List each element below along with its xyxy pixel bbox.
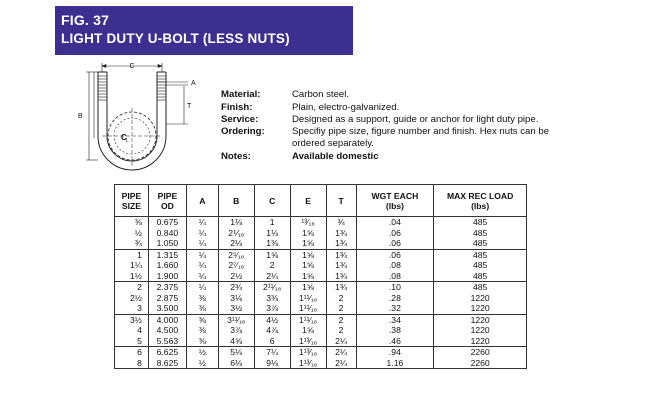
cell-pipe-size: 3½ bbox=[115, 314, 149, 325]
cell-c: 3⅜ bbox=[254, 293, 290, 304]
spec-value: Specifiy pipe size, figure number and finish. Hex nuts can be bbox=[292, 126, 550, 137]
cell-pipe-od: 1.050 bbox=[148, 238, 186, 249]
cell-b: 2⅟₁₆ bbox=[218, 228, 254, 239]
cell-e: 1⅝ bbox=[290, 271, 326, 282]
cell-pipe-size: 8 bbox=[115, 358, 149, 369]
cell-pipe-od: 2.875 bbox=[148, 293, 186, 304]
table-row bbox=[115, 260, 527, 271]
spec-ordering bbox=[221, 126, 601, 152]
cell-b: 3½ bbox=[218, 303, 254, 314]
cell-t: 2¼ bbox=[326, 336, 356, 347]
dim-a-label: A bbox=[191, 80, 196, 87]
spec-material bbox=[221, 89, 601, 102]
cell-max-rec-load: 485 bbox=[434, 228, 527, 239]
cell-pipe-od: 1.900 bbox=[148, 271, 186, 282]
cell-e: 1¹³⁄₁₆ bbox=[290, 336, 326, 347]
spec-value-cont: ordered separately. bbox=[292, 138, 374, 149]
cell-t: 2 bbox=[326, 314, 356, 325]
cell-t: 2 bbox=[326, 293, 356, 304]
cell-b: 2⅛ bbox=[218, 238, 254, 249]
cell-max-rec-load: 1220 bbox=[434, 293, 527, 304]
cell-t: 1¾ bbox=[326, 249, 356, 260]
dim-t-label: T bbox=[187, 103, 192, 110]
product-title: LIGHT DUTY U-BOLT (LESS NUTS) bbox=[61, 31, 290, 46]
cell-a: ⅜ bbox=[186, 293, 218, 304]
cell-wgt-each: .06 bbox=[356, 249, 434, 260]
cell-c: 1⅜ bbox=[254, 238, 290, 249]
table-body bbox=[115, 217, 527, 369]
cell-a: ⅜ bbox=[186, 325, 218, 336]
cell-wgt-each: 1.16 bbox=[356, 358, 434, 369]
cell-max-rec-load: 485 bbox=[434, 217, 527, 228]
cell-max-rec-load: 2260 bbox=[434, 347, 527, 358]
figure-number: FIG. 37 bbox=[61, 12, 110, 28]
cell-pipe-size: 1 bbox=[115, 249, 149, 260]
cell-b: 4⅝ bbox=[218, 336, 254, 347]
cell-max-rec-load: 1220 bbox=[434, 336, 527, 347]
cell-pipe-od: 5.563 bbox=[148, 336, 186, 347]
cell-wgt-each: .46 bbox=[356, 336, 434, 347]
cell-pipe-size: 6 bbox=[115, 347, 149, 358]
cell-b: 3⅞ bbox=[218, 325, 254, 336]
cell-t: ¾ bbox=[326, 217, 356, 228]
table-row bbox=[115, 282, 527, 293]
cell-max-rec-load: 485 bbox=[434, 249, 527, 260]
cell-pipe-size: 2 bbox=[115, 282, 149, 293]
cell-e: 1⅝ bbox=[290, 282, 326, 293]
u-bolt-drawing bbox=[58, 58, 208, 180]
cell-c: 2¹¹⁄₁₆ bbox=[254, 282, 290, 293]
cell-wgt-each: .06 bbox=[356, 228, 434, 239]
centerline-sub: L bbox=[126, 138, 129, 144]
cell-e: 1¹³⁄₁₆ bbox=[290, 347, 326, 358]
cell-c: 4½ bbox=[254, 314, 290, 325]
figure-banner bbox=[55, 6, 353, 55]
cell-wgt-each: .08 bbox=[356, 271, 434, 282]
header-max-rec-load: MAX REC LOAD (lbs) bbox=[434, 185, 527, 217]
spec-value: Plain, electro-galvanized. bbox=[292, 102, 400, 113]
cell-e: 1⅝ bbox=[290, 228, 326, 239]
cell-b: 2¾ bbox=[218, 282, 254, 293]
cell-c: 3⅞ bbox=[254, 303, 290, 314]
cell-e: 1⅝ bbox=[290, 238, 326, 249]
cell-wgt-each: .32 bbox=[356, 303, 434, 314]
cell-pipe-od: 1.315 bbox=[148, 249, 186, 260]
cell-t: 2¼ bbox=[326, 358, 356, 369]
table-header-row bbox=[115, 185, 527, 217]
cell-pipe-od: 4.000 bbox=[148, 314, 186, 325]
cell-pipe-od: 8.625 bbox=[148, 358, 186, 369]
cell-b: 5⅛ bbox=[218, 347, 254, 358]
cell-t: 1¾ bbox=[326, 282, 356, 293]
cell-wgt-each: .94 bbox=[356, 347, 434, 358]
cell-a: ½ bbox=[186, 347, 218, 358]
cell-e: 1¹¹⁄₁₆ bbox=[290, 303, 326, 314]
cell-max-rec-load: 1220 bbox=[434, 303, 527, 314]
table-row bbox=[115, 217, 527, 228]
header-c: C bbox=[254, 185, 290, 217]
cell-pipe-od: 4.500 bbox=[148, 325, 186, 336]
header-pipe-size: PIPE SIZE bbox=[115, 185, 149, 217]
cell-pipe-size: 2½ bbox=[115, 293, 149, 304]
cell-t: 1¾ bbox=[326, 228, 356, 239]
cell-t: 1¾ bbox=[326, 271, 356, 282]
cell-pipe-size: ⅜ bbox=[115, 217, 149, 228]
cell-pipe-size: 1½ bbox=[115, 271, 149, 282]
dim-b-label: B bbox=[78, 113, 83, 120]
table-row bbox=[115, 358, 527, 369]
cell-pipe-size: 3 bbox=[115, 303, 149, 314]
cell-wgt-each: .08 bbox=[356, 260, 434, 271]
cell-e: 1⅝ bbox=[290, 249, 326, 260]
cell-wgt-each: .38 bbox=[356, 325, 434, 336]
cell-b: 2½ bbox=[218, 271, 254, 282]
cell-c: 6 bbox=[254, 336, 290, 347]
cell-pipe-od: 1.660 bbox=[148, 260, 186, 271]
cell-pipe-od: 0.675 bbox=[148, 217, 186, 228]
spec-notes bbox=[221, 151, 601, 164]
cell-max-rec-load: 485 bbox=[434, 260, 527, 271]
table-row bbox=[115, 249, 527, 260]
cell-c: 1⅛ bbox=[254, 228, 290, 239]
spec-label: Notes: bbox=[221, 151, 251, 162]
cell-wgt-each: .04 bbox=[356, 217, 434, 228]
table-row bbox=[115, 303, 527, 314]
cell-pipe-size: 4 bbox=[115, 325, 149, 336]
cell-pipe-size: 1¼ bbox=[115, 260, 149, 271]
cell-t: 1¾ bbox=[326, 238, 356, 249]
header-pipe-od: PIPE OD bbox=[148, 185, 186, 217]
header-a: A bbox=[186, 185, 218, 217]
cell-pipe-od: 3.500 bbox=[148, 303, 186, 314]
table-row bbox=[115, 325, 527, 336]
cell-c: 7¼ bbox=[254, 347, 290, 358]
header-e: E bbox=[290, 185, 326, 217]
cell-a: ¼ bbox=[186, 238, 218, 249]
cell-max-rec-load: 485 bbox=[434, 271, 527, 282]
cell-pipe-size: 5 bbox=[115, 336, 149, 347]
cell-c: 2 bbox=[254, 260, 290, 271]
table-row bbox=[115, 271, 527, 282]
table-row bbox=[115, 228, 527, 239]
cell-a: ⅜ bbox=[186, 303, 218, 314]
cell-a: ¼ bbox=[186, 228, 218, 239]
cell-a: ¼ bbox=[186, 260, 218, 271]
cell-t: 2 bbox=[326, 303, 356, 314]
cell-b: 1⅛ bbox=[218, 217, 254, 228]
cell-wgt-each: .28 bbox=[356, 293, 434, 304]
cell-pipe-od: 6.625 bbox=[148, 347, 186, 358]
cell-pipe-od: 2.375 bbox=[148, 282, 186, 293]
cell-e: 1⅝ bbox=[290, 260, 326, 271]
cell-pipe-size: ¾ bbox=[115, 238, 149, 249]
cell-c: 9⅛ bbox=[254, 358, 290, 369]
cell-a: ¼ bbox=[186, 271, 218, 282]
cell-a: ¼ bbox=[186, 217, 218, 228]
cell-b: 6⅛ bbox=[218, 358, 254, 369]
header-b: B bbox=[218, 185, 254, 217]
cell-max-rec-load: 485 bbox=[434, 238, 527, 249]
cell-t: 2¼ bbox=[326, 347, 356, 358]
spec-label: Ordering: bbox=[221, 126, 265, 137]
header-t: T bbox=[326, 185, 356, 217]
cell-max-rec-load: 2260 bbox=[434, 358, 527, 369]
cell-pipe-od: 0.840 bbox=[148, 228, 186, 239]
table-row bbox=[115, 314, 527, 325]
spec-label: Finish: bbox=[221, 102, 253, 113]
cell-t: 2 bbox=[326, 325, 356, 336]
cell-a: ⅜ bbox=[186, 314, 218, 325]
cell-e: 1¹¹⁄₁₆ bbox=[290, 314, 326, 325]
cell-pipe-size: ½ bbox=[115, 228, 149, 239]
table-row bbox=[115, 347, 527, 358]
cell-b: 3¹¹⁄₁₆ bbox=[218, 314, 254, 325]
dimensions-table bbox=[114, 184, 527, 369]
dim-c-label: C bbox=[129, 63, 135, 70]
spec-label: Material: bbox=[221, 89, 261, 100]
cell-max-rec-load: 1220 bbox=[434, 325, 527, 336]
cell-e: ¹³⁄₁₆ bbox=[290, 217, 326, 228]
spec-value: Carbon steel. bbox=[292, 89, 350, 100]
spec-value: Designed as a support, guide or anchor for light duty pipe. bbox=[292, 114, 539, 125]
cell-c: 1⅝ bbox=[254, 249, 290, 260]
cell-e: 1⅝ bbox=[290, 325, 326, 336]
spec-label: Service: bbox=[221, 114, 259, 125]
cell-b: 2⁷⁄₁₆ bbox=[218, 260, 254, 271]
cell-max-rec-load: 485 bbox=[434, 282, 527, 293]
cell-max-rec-load: 1220 bbox=[434, 314, 527, 325]
cell-a: ¼ bbox=[186, 282, 218, 293]
cell-a: ⅜ bbox=[186, 336, 218, 347]
cell-c: 2¼ bbox=[254, 271, 290, 282]
spec-value: Available domestic bbox=[292, 151, 379, 162]
cell-b: 2⁵⁄₁₆ bbox=[218, 249, 254, 260]
cell-wgt-each: .34 bbox=[356, 314, 434, 325]
cell-e: 1¹³⁄₁₆ bbox=[290, 358, 326, 369]
cell-c: 4⅞ bbox=[254, 325, 290, 336]
cell-c: 1 bbox=[254, 217, 290, 228]
cell-wgt-each: .10 bbox=[356, 282, 434, 293]
cell-a: ¼ bbox=[186, 249, 218, 260]
cell-a: ½ bbox=[186, 358, 218, 369]
cell-t: 1¾ bbox=[326, 260, 356, 271]
cell-wgt-each: .06 bbox=[356, 238, 434, 249]
table-row bbox=[115, 336, 527, 347]
cell-e: 1¹¹⁄₁₆ bbox=[290, 293, 326, 304]
table-row bbox=[115, 238, 527, 249]
table-row bbox=[115, 293, 527, 304]
header-wgt-each: WGT EACH (lbs) bbox=[356, 185, 434, 217]
cell-b: 3⅛ bbox=[218, 293, 254, 304]
centerline-label: C bbox=[121, 133, 127, 142]
